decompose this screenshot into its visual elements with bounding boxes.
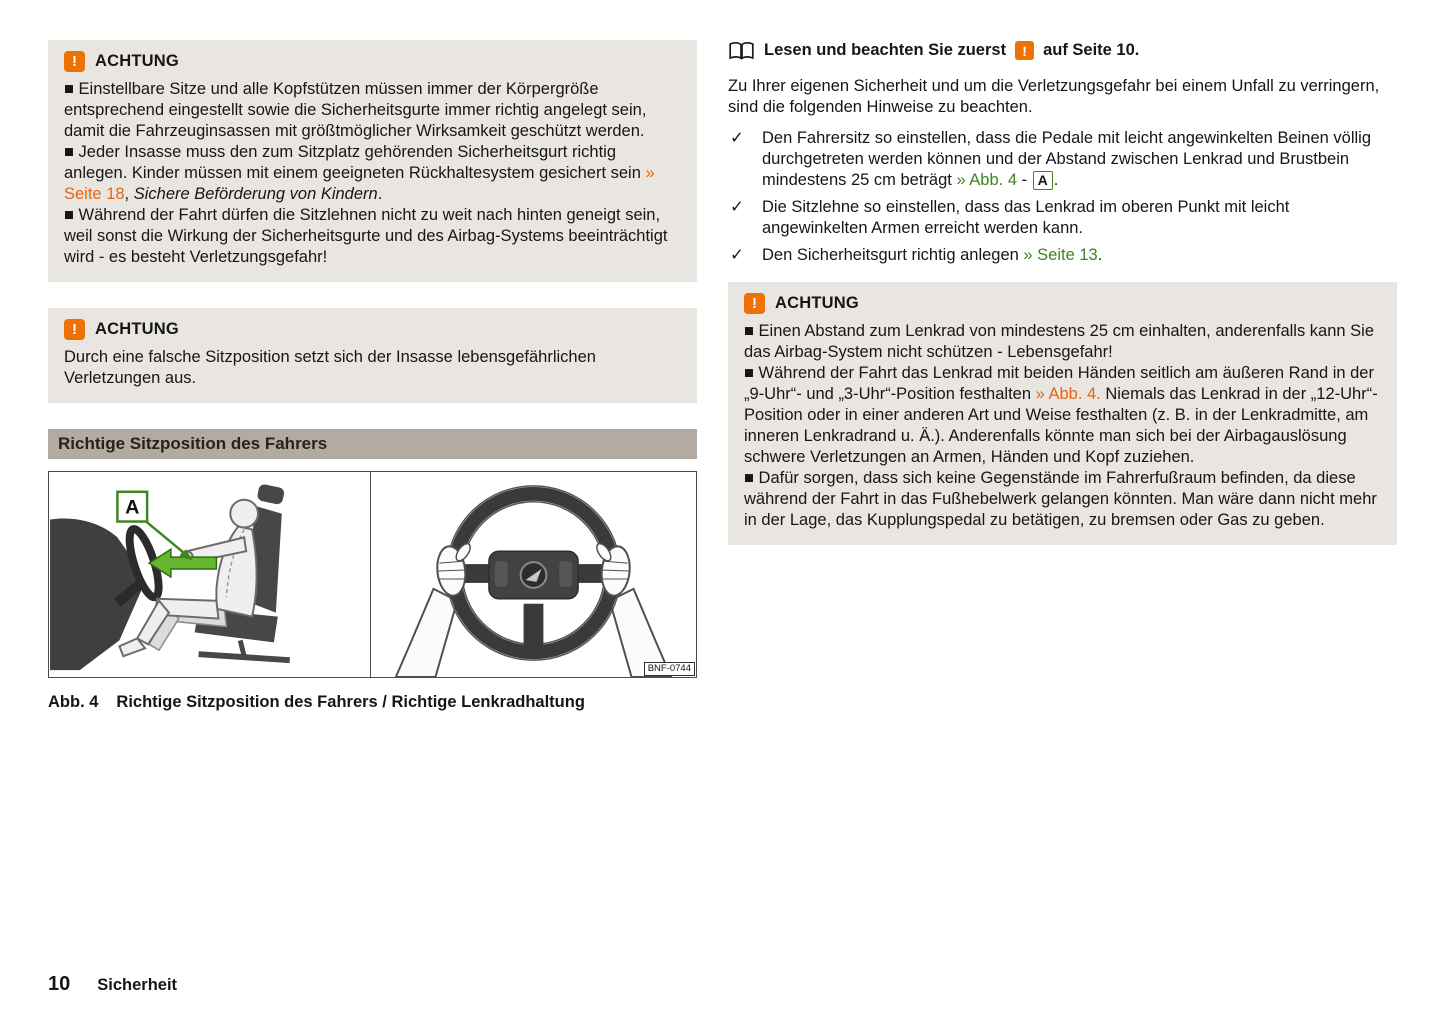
page-footer: [48, 974, 177, 996]
left-column: [48, 40, 697, 713]
seat-headrest: [256, 483, 285, 505]
text-segment: ■ Während der Fahrt das Lenkrad mit beiden Händen seitlich am äußeren Rand in der „9-Uhr“- und „3-Uhr“-Position festhalten: [744, 364, 1374, 403]
warning-box-steering: [728, 282, 1397, 545]
page-number: 10: [48, 973, 71, 995]
read-first-text-post: auf Seite 10.: [1043, 41, 1140, 59]
footer-section-title: Sicherheit: [97, 976, 178, 994]
warning-item: [744, 468, 1381, 531]
two-column-layout: [48, 40, 1397, 713]
book-icon: [728, 41, 755, 61]
left-forearm: [396, 589, 457, 677]
text-segment: ■ Jeder Insasse muss den zum Sitzplatz gehörenden Sicherheitsgurt richtig anlegen. Kinder müssen mit einem geeigneten Rückhaltesystem gesichert sein: [64, 143, 646, 182]
checklist-item-text: [762, 245, 1397, 266]
right-column: [728, 40, 1397, 545]
figure-caption-text: Richtige Sitzposition des Fahrers / Richtige Lenkradhaltung: [116, 693, 585, 711]
warning-box-position: [48, 308, 697, 403]
checkmark-icon: ✓: [730, 198, 744, 216]
warning-body: [64, 347, 681, 389]
warning-title: ACHTUNG: [775, 294, 859, 312]
warning-body: [744, 321, 1381, 531]
warning-header: [64, 319, 681, 340]
warning-title: ACHTUNG: [95, 52, 179, 70]
warning-item: [64, 347, 681, 389]
warning-box-seats: [48, 40, 697, 282]
figure-driver-position: [48, 471, 697, 678]
warning-item: [64, 79, 681, 142]
wheel-spoke-bottom: [524, 604, 544, 652]
text-segment: ■ Dafür sorgen, dass sich keine Gegenstände im Fahrerfußraum befinden, da diese während der Fahrt in das Fußhebelwerk gelangen könnten. Man wäre dann nicht mehr in der Lage, das Kupplungspedal zu betätigen, zu bremsen oder Gas zu geben.: [744, 469, 1377, 529]
hub-button-right: [559, 561, 572, 587]
exclamation-icon: !: [64, 51, 85, 72]
figure-panel-sitting: [49, 472, 371, 677]
warning-item: [64, 142, 681, 205]
seat-support: [240, 640, 244, 656]
read-first-note: [728, 40, 1397, 61]
text-segment: .: [377, 185, 383, 203]
read-first-text-pre: Lesen und beachten Sie zuerst: [764, 41, 1007, 59]
exclamation-icon: !: [744, 293, 765, 314]
warning-item: [744, 321, 1381, 363]
exclamation-icon: !: [1015, 41, 1034, 60]
text-segment: ■ Während der Fahrt dürfen die Sitzlehnen nicht zu weit nach hinten geneigt sein, weil sonst die Wirkung der Sicherheitsgurte und des Airbag-Systems beeinträchtigt wird - es besteht Verletzungsgefahr!: [64, 206, 668, 266]
figure-code: BNF-0744: [644, 662, 695, 676]
warning-item: [64, 205, 681, 268]
label-a-text: A: [125, 496, 140, 519]
link-seite-13[interactable]: » Seite 13: [1023, 246, 1098, 264]
steering-wheel-illustration: [371, 472, 696, 677]
person-head: [230, 500, 258, 528]
exclamation-icon: !: [64, 319, 85, 340]
text-segment: ■ Einstellbare Sitze und alle Kopfstützen müssen immer der Körpergröße entsprechend eingestellt sowie die Sicherheitsgurte immer richtig angelegt sein, damit die Fahrzeuginsassen mit größtmöglicher Wirksamkeit geschützt werden.: [64, 80, 647, 140]
figure-caption-number: Abb. 4: [48, 693, 99, 711]
section-header-sitzposition: [48, 429, 697, 459]
warning-body: [64, 79, 681, 268]
text-segment: ■ Einen Abstand zum Lenkrad von mindestens 25 cm einhalten, anderenfalls kann Sie das Airbag-System nicht schützen - Lebensgefahr!: [744, 322, 1375, 361]
warning-header: [744, 293, 1381, 314]
figure-caption: [48, 692, 697, 713]
link-abb-4[interactable]: » Abb. 4.: [1035, 385, 1101, 403]
text-segment: -: [1017, 171, 1032, 189]
checklist-item-text: [762, 197, 1397, 239]
link-seite-18[interactable]: » Seite 18: [64, 164, 655, 203]
figure-ref-a-box: A: [1033, 171, 1053, 190]
italic-reference-title: Sichere Beförderung von Kindern: [133, 185, 378, 203]
intro-paragraph: Zu Ihrer eigenen Sicherheit und um die Verletzungsgefahr bei einem Unfall zu verringern, sind die folgenden Hinweise zu beachten.: [728, 77, 1380, 116]
text-segment: .: [1097, 246, 1103, 264]
checkmark-icon: ✓: [730, 129, 744, 147]
warning-title: ACHTUNG: [95, 320, 179, 338]
warning-item: [744, 363, 1381, 468]
checklist-item: [728, 197, 1397, 239]
text-segment: Niemals das Lenkrad in der „12-Uhr“-Position oder in einer anderen Art und Weise festhalten (z. B. in der Lenkradmitte, am inneren Lenkradrand u. Ä.). Anderenfalls könnte man sich bei der Airbagauslösung schwere Verletzungen an Armen, Händen und Kopf zuziehen.: [744, 385, 1378, 466]
sitting-position-illustration: [49, 472, 370, 677]
figure-panel-steering: [371, 472, 696, 677]
text-segment: Durch eine falsche Sitzposition setzt sich der Insasse lebensgefährlichen Verletzungen aus.: [64, 348, 596, 387]
checklist-item-text: [762, 128, 1397, 191]
checklist-item: [728, 128, 1397, 191]
text-segment: Die Sitzlehne so einstellen, dass das Lenkrad im oberen Punkt mit leicht angewinkelten Armen erreicht werden kann.: [762, 198, 1290, 237]
section-header-label: Richtige Sitzposition des Fahrers: [58, 434, 328, 453]
checklist-item: [728, 245, 1397, 266]
checkmark-icon: ✓: [730, 246, 744, 264]
link-abb-4[interactable]: » Abb. 4: [956, 171, 1017, 189]
safety-checklist: [728, 128, 1397, 266]
hub-button-left: [495, 561, 508, 587]
text-segment: Den Sicherheitsgurt richtig anlegen: [762, 246, 1024, 264]
warning-header: [64, 51, 681, 72]
text-segment: Den Fahrersitz so einstellen, dass die Pedale mit leicht angewinkelten Beinen völlig durchgetreten werden können und der Abstand zwischen Lenkrad und Brustbein mindestens 25 cm beträgt: [762, 129, 1372, 189]
text-segment: .: [1053, 171, 1059, 189]
text-segment: ,: [124, 185, 134, 203]
